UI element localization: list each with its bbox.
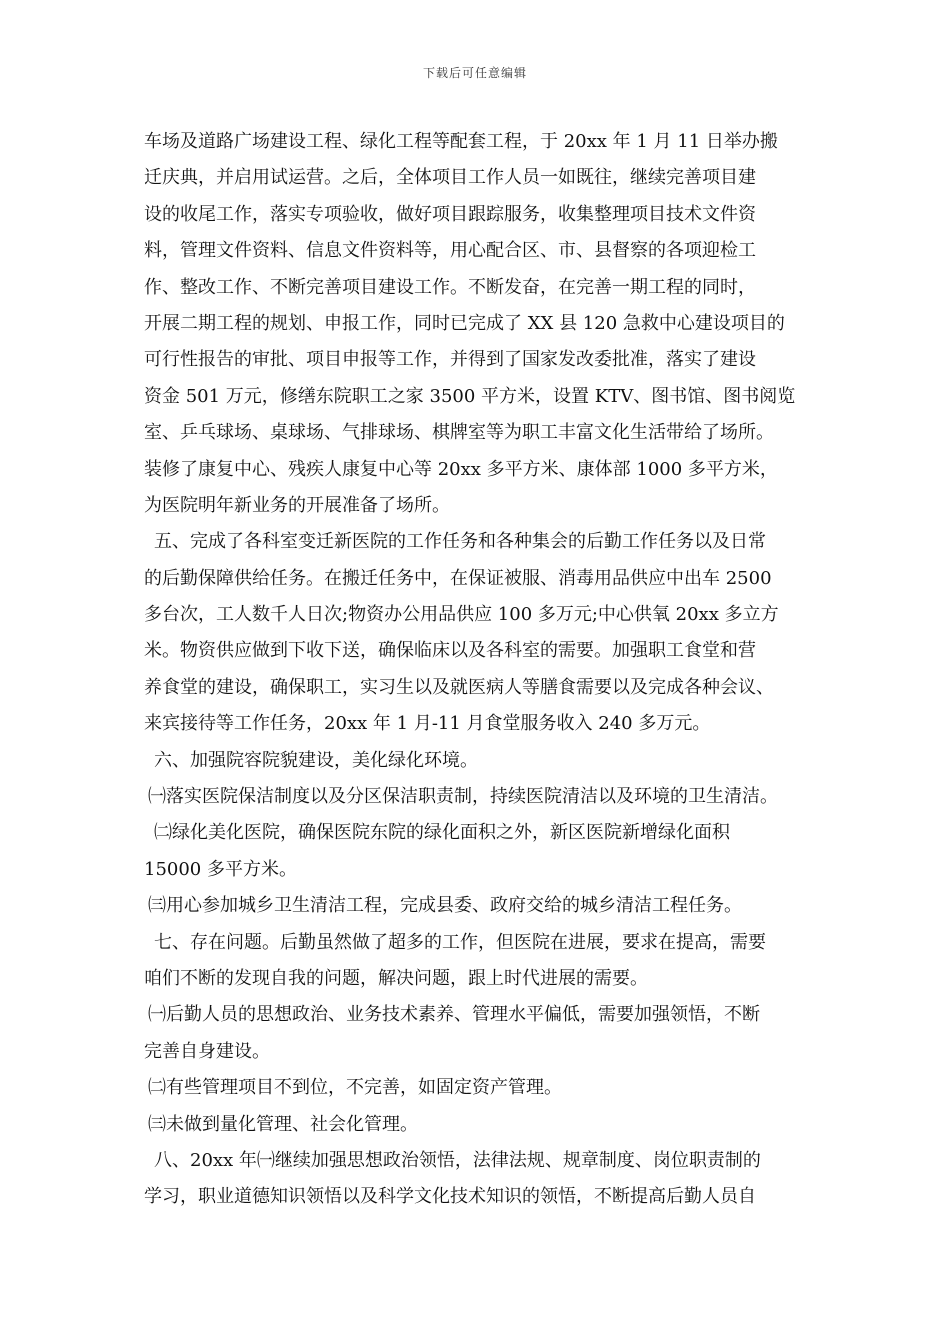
section-heading-8: 八、20xx 年㈠继续加强思想政治领悟，法律法规、规章制度、岗位职责制的	[154, 1149, 761, 1171]
text-line: 可行性报告的审批、项目申报等工作，并得到了国家发改委批准，落实了建设	[144, 349, 756, 371]
text-line: 来宾接待等工作任务，20xx 年 1 月-11 月食堂服务收入 240 多万元。	[144, 713, 711, 735]
section-heading-5: 五、完成了各科室变迁新医院的工作任务和各种集会的后勤工作任务以及日常	[154, 531, 766, 553]
text-line: 学习，职业道德知识领悟以及科学文化技术知识的领悟，不断提高后勤人员自	[144, 1186, 756, 1208]
text-line: 15000 多平方米。	[144, 858, 297, 880]
list-item: ㈡有些管理项目不到位，不完善，如固定资产管理。	[148, 1077, 562, 1099]
list-item: ㈢未做到量化管理、社会化管理。	[148, 1113, 418, 1135]
text-line: 车场及道路广场建设工程、绿化工程等配套工程，于 20xx 年 1 月 11 日举办搬	[144, 131, 778, 152]
page-header: 下载后可任意编辑	[422, 66, 527, 80]
text-line: 室、乒乓球场、桌球场、气排球场、棋牌室等为职工丰富文化生活带给了场所。	[144, 422, 774, 444]
list-item: ㈡绿化美化医院，确保医院东院的绿化面积之外，新区医院新增绿化面积	[154, 822, 730, 844]
list-item: ㈠后勤人员的思想政治、业务技术素养、管理水平偏低，需要加强领悟，不断	[148, 1004, 760, 1026]
text-line: 养食堂的建设，确保职工，实习生以及就医病人等膳食需要以及完成各种会议、	[144, 676, 774, 698]
list-item: ㈢用心参加城乡卫生清洁工程，完成县委、政府交给的城乡清洁工程任务。	[148, 895, 742, 917]
text-line: 资金 501 万元，修缮东院职工之家 3500 平方米，设置 KTV、图书馆、图书阅览	[144, 385, 796, 407]
text-line: 迁庆典，并启用试运营。之后，全体项目工作人员一如既往，继续完善项目建	[144, 167, 756, 189]
text-line: 多台次，工人数千人日次;物资办公用品供应 100 多万元;中心供氧 20xx 多立方	[144, 604, 779, 626]
section-heading-6: 六、加强院容院貌建设，美化绿化环境。	[154, 749, 478, 771]
text-line: 作、整改工作、不断完善项目建设工作。不断发奋，在完善一期工程的同时，	[144, 276, 756, 298]
text-line: 完善自身建设。	[144, 1040, 270, 1062]
text-line: 为医院明年新业务的开展准备了场所。	[144, 494, 450, 516]
text-line: 设的收尾工作，落实专项验收，做好项目跟踪服务，收集整理项目技术文件资	[144, 203, 756, 225]
list-item: ㈠落实医院保洁制度以及分区保洁职责制，持续医院清洁以及环境的卫生清洁。	[148, 786, 778, 808]
text-line: 料，管理文件资料、信息文件资料等，用心配合区、市、县督察的各项迎检工	[144, 240, 756, 262]
section-heading-7: 七、存在问题。后勤虽然做了超多的工作，但医院在进展，要求在提高，需要	[154, 931, 766, 953]
text-line: 米。物资供应做到下收下送，确保临床以及各科室的需要。加强职工食堂和营	[144, 640, 756, 662]
text-line: 开展二期工程的规划、申报工作，同时已完成了 XX 县 120 急救中心建设项目的	[144, 312, 785, 334]
text-line: 的后勤保障供给任务。在搬迁任务中，在保证被服、消毒用品供应中出车 2500	[144, 567, 772, 589]
text-line: 咱们不断的发现自我的问题，解决问题，跟上时代进展的需要。	[144, 967, 648, 989]
document-body	[144, 124, 814, 1216]
text-line: 装修了康复中心、残疾人康复中心等 20xx 多平方米、康体部 1000 多平方米，	[144, 458, 778, 480]
